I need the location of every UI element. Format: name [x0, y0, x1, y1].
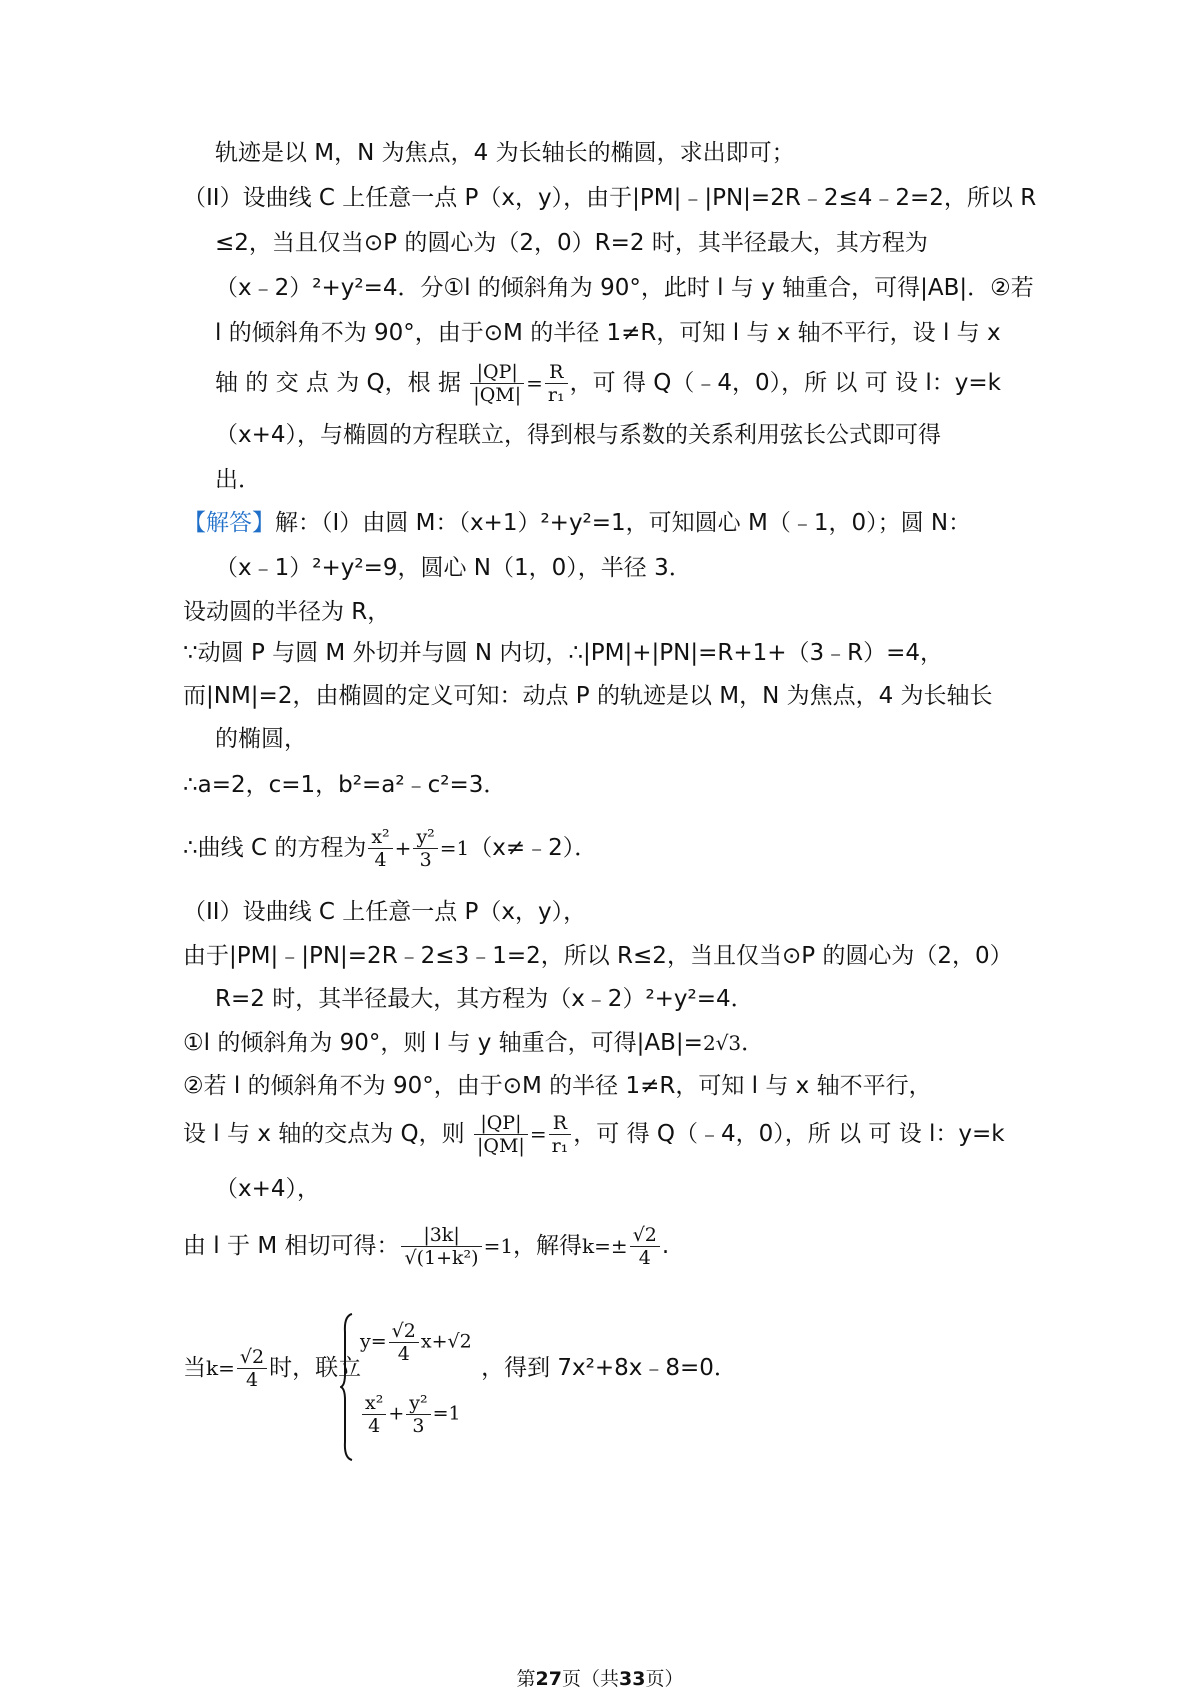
- text-line-with-fraction: 轴 的 交 点 为 Q，根 据 $\frac{|QP|}{|QM|}$ = $\frac{R}{\text{r₁}}$ ，可 得 Q（﹣4，0），所 以 可 设 l：y=k: [215, 361, 1001, 406]
- brace-icon: [340, 1312, 354, 1462]
- text-line: （x﹣2）²+y²=4．分①l 的倾斜角为 90°，此时 l 与 y 轴重合，可得|AB|．②若: [215, 275, 1034, 301]
- equation-system: [340, 1312, 472, 1462]
- text-line: l 的倾斜角不为 90°，由于⊙M 的半径 1≠R，可知 l 与 x 轴不平行，设 l 与 x: [215, 320, 1001, 346]
- text-line: ≤2，当且仅当⊙P 的圆心为（2，0）R=2 时，其半径最大，其方程为: [215, 230, 928, 256]
- ratio-fraction: $\frac{|QP|}{|QM|}$: [470, 361, 524, 406]
- text-line: 设动圆的半径为 R，: [183, 599, 391, 625]
- system-row-1: y= $\frac{√2}{4}$ x+√2: [360, 1320, 472, 1365]
- text-line: 由于|PM|﹣|PN|=2R﹣2≤3﹣1=2，所以 R≤2，当且仅当⊙P 的圆心为（2，0）: [183, 943, 1013, 969]
- answer-tag: 【解答】: [183, 510, 275, 536]
- text-line: （x+4），: [215, 1176, 321, 1202]
- text-line: 的椭圆，: [215, 726, 307, 752]
- page-number: 27: [535, 1668, 562, 1690]
- ab-value: 2√3: [702, 1031, 742, 1055]
- text-line: ∵动圆 P 与圆 M 外切并与圆 N 内切，∴|PM|+|PN|=R+1+（3﹣R）=4，: [183, 640, 944, 666]
- text-line: （x﹣1）²+y²=9，圆心 N（1，0），半径 3．: [215, 555, 692, 581]
- total-pages: 33: [619, 1668, 646, 1690]
- text-line: ∴a=2，c=1，b²=a²﹣c²=3．: [183, 772, 507, 798]
- ellipse-equation-line: ∴曲线 C 的方程为 $\frac{\text{x²}}{4}$ + $\frac{\text{y²}}{3}$ =1（x≠﹣2）．: [183, 826, 598, 871]
- text-line: 轨迹是以 M，N 为焦点，4 为长轴长的椭圆，求出即可；: [215, 140, 795, 166]
- text-line-with-fraction: 设 l 与 x 轴的交点为 Q，则 $\frac{|QP|}{|QM|}$ = $\frac{R}{\text{r₁}}$ ，可 得 Q（﹣4，0），所 以 可 设 l：y=k: [183, 1112, 1005, 1157]
- text-line: ②若 l 的倾斜角不为 90°，由于⊙M 的半径 1≠R，可知 l 与 x 轴不平行，: [183, 1073, 932, 1099]
- text-line: （II）设曲线 C 上任意一点 P（x，y），由于|PM|﹣|PN|=2R﹣2≤4﹣2=2，所以 R: [183, 185, 1037, 211]
- system-line: 当k= $\frac{√2}{4}$ 时，联立 ，得到 7x²+8x﹣8=0．: [183, 1346, 737, 1391]
- text-line: R=2 时，其半径最大，其方程为（x﹣2）²+y²=4．: [215, 986, 754, 1012]
- text-line: （II）设曲线 C 上任意一点 P（x，y），: [183, 899, 587, 925]
- text-line: 而|NM|=2，由椭圆的定义可知：动点 P 的轨迹是以 M，N 为焦点，4 为长轴长: [183, 683, 993, 709]
- page-footer: 第27页（共33页）: [516, 1668, 684, 1690]
- answer-line: 【解答】解：（I）由圆 M：（x+1）²+y²=1，可知圆心 M（﹣1，0）；圆 N：: [183, 510, 972, 536]
- system-row-2: $\frac{\text{x²}}{4}$ + $\frac{\text{y²}}{3}$ =1: [360, 1392, 461, 1437]
- text-line: ①l 的倾斜角为 90°，则 l 与 y 轴重合，可得|AB|=2√3．: [183, 1030, 765, 1056]
- tangent-condition-line: 由 l 于 M 相切可得： $\frac{|3k|}{\text{√(1+k²)}}$ =1，解得k=± $\frac{√2}{4}$ .: [183, 1224, 670, 1269]
- radius-fraction: $\frac{R}{\text{r₁}}$: [545, 361, 568, 406]
- text-line: （x+4），与椭圆的方程联立，得到根与系数的关系利用弦长公式即可得: [215, 422, 942, 448]
- text-line: 出．: [215, 467, 261, 493]
